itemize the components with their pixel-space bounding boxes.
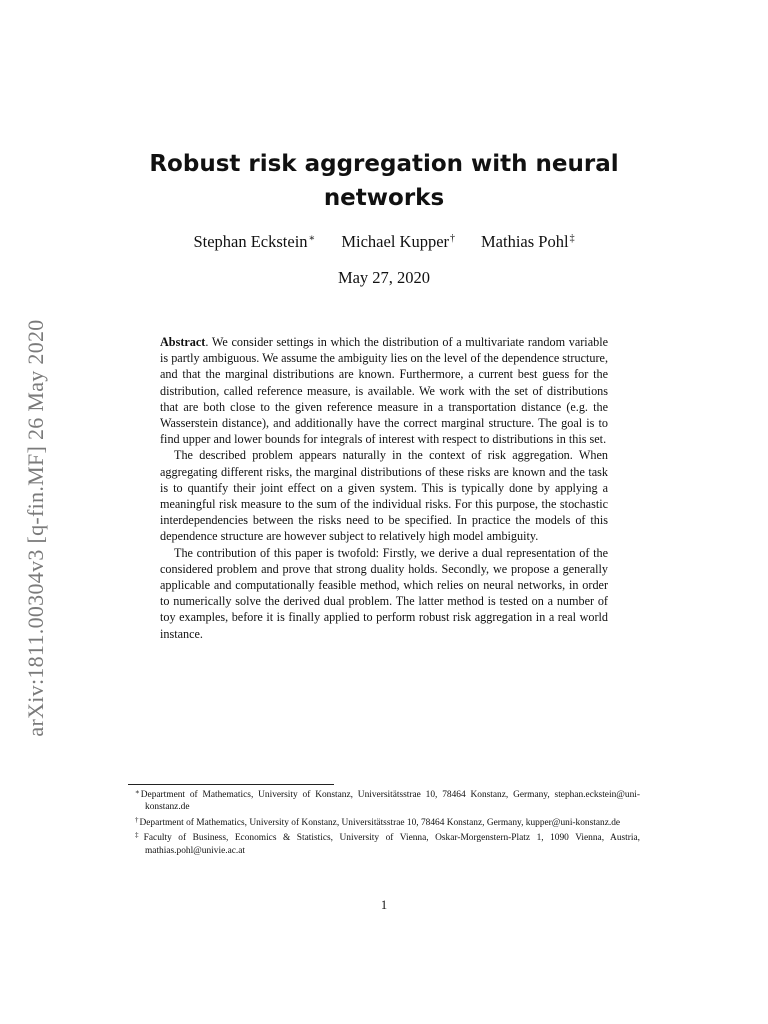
publication-date: May 27, 2020 <box>337 268 431 287</box>
abstract-paragraph: The contribution of this paper is twofold: Firstly, we derive a dual representation of the considered problem and prove that strong duality holds. Secondly, we propose a generally applicable and computationally feasible method, which relies on neural networks, in order to numerically solve the derived dual problem. The latter method is tested on a number of toy examples, before it is finally applied to perform robust risk aggregation in a real world instance. <box>160 545 608 641</box>
footnote-text: Faculty of Business, Economics & Statistics, University of Vienna, Oskar-Morgenstern-Platz 1, 1090 Vienna, Austria, mathias.pohl@univie.ac.at <box>143 833 640 856</box>
footnote <box>128 814 640 829</box>
author-name: Stephan Eckstein <box>193 232 308 251</box>
abstract-text: . We consider settings in which the distribution of a multivariate random variable is partly ambiguous. We assume the ambiguity lies on the level of the dependence structure, and that the marginal distributions are known. Furthermore, a current best guess for the distribution, called reference measure, is available. We work with the set of distributions that are both close to the given reference measure in a transportation distance (e.g. the Wasserstein distance), and additionally have the correct marginal structure. The goal is to find upper and lower bounds for integrals of interest with respect to distributions in this set. <box>160 335 608 447</box>
arxiv-identifier-stamp: arXiv:1811.00304v3 [q-fin.MF] 26 May 2020 <box>23 319 48 737</box>
footnote-mark: ∗ <box>135 788 140 796</box>
footnote-mark: ‡ <box>135 831 143 840</box>
author-footnote-mark: ∗ <box>308 233 316 244</box>
abstract-label: Abstract <box>160 335 206 349</box>
author-name: Mathias Pohl <box>481 232 569 251</box>
author-footnote-mark: † <box>450 233 456 244</box>
footnote <box>128 829 640 857</box>
abstract-paragraph <box>160 334 608 447</box>
abstract-paragraph: The described problem appears naturally in the context of risk aggregation. When aggregating different risks, the marginal distributions of these risks are known and the task is to quantify their joint effect on a given system. This is typically done by applying a meaningful risk measure to the sum of the individual risks. For this purpose, the stochastic interdependencies between the risks need to be specified. In practice the models of this dependence structure are however subject to relatively high model ambiguity. <box>160 448 608 544</box>
author-name: Michael Kupper <box>341 232 450 251</box>
author-1 <box>193 232 315 252</box>
paper-title: Robust risk aggregation with neural networks <box>149 151 619 211</box>
footnote-mark: † <box>135 815 139 824</box>
footnote <box>128 786 640 814</box>
author-2 <box>341 232 455 252</box>
author-3 <box>481 232 575 252</box>
footnote-text: Department of Mathematics, University of Konstanz, Universitätsstrae 10, 78464 Konstanz, Germany, stephan.eckstein@uni-konstanz.de <box>140 790 640 813</box>
footnote-divider <box>128 784 334 785</box>
page-number: 1 <box>380 898 388 912</box>
footnote-text: Department of Mathematics, University of Konstanz, Universitätsstrae 10, 78464 Konstanz, Germany, kupper@uni-konstanz.de <box>139 817 621 828</box>
author-list <box>120 232 648 252</box>
author-footnote-mark: ‡ <box>569 233 575 244</box>
footnotes <box>128 786 640 857</box>
abstract <box>160 334 608 642</box>
